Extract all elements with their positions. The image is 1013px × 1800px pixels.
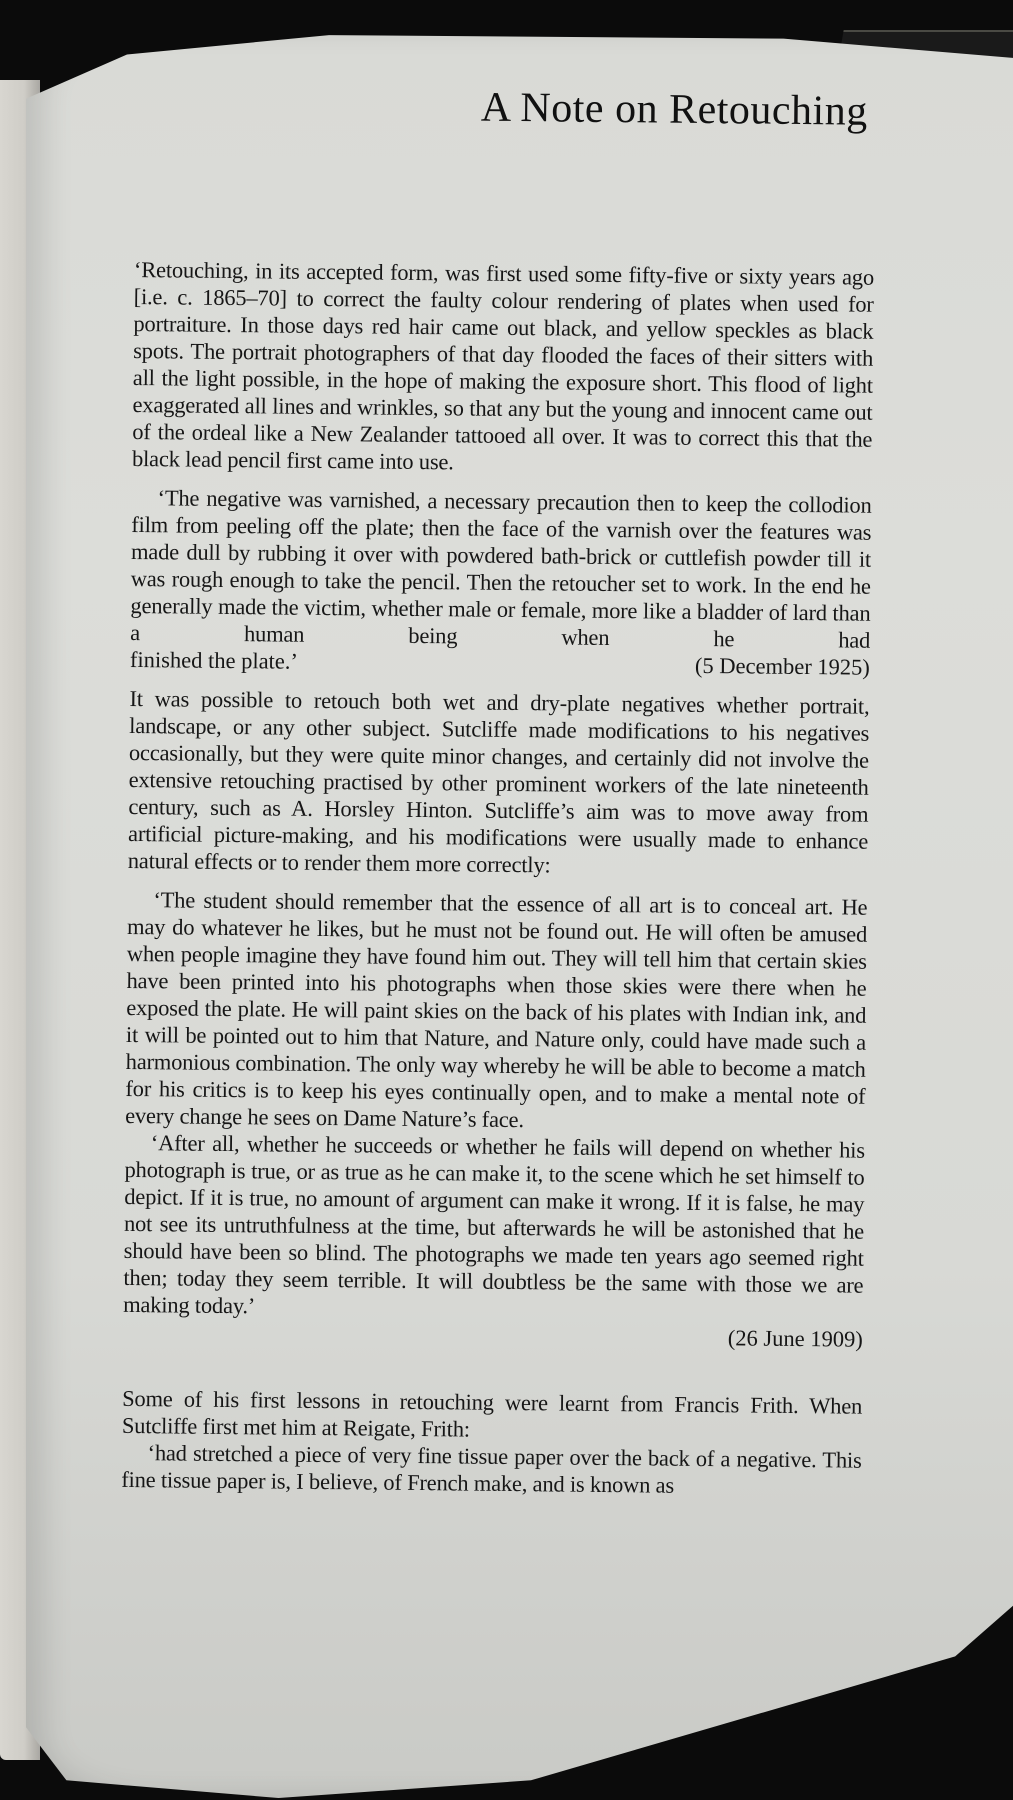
paragraph-frith-quote: ‘had stretched a piece of very fine tissue paper over the back of a negative. This fine tissue paper is, I believe, of French make, and is known as [121, 1440, 862, 1498]
paragraph-sutcliffe-modifications: It was possible to retouch both wet and dry-plate negatives whether portrait, landscape, or any other subject. Sutcliffe made modifications to his negatives occasionally, but they were quite minor changes, and certainly did not involve the extensive retouching practised by other prominent workers of the late nineteenth century, such as A. Horsley Hinton. Sutcliffe’s aim was to move away from artificial picture-making, and his modifications were usually made to enhance natural effects or to render them more correctly: [127, 685, 870, 878]
paragraph-quote-1909-part2: ‘After all, whether he succeeds or whether he fails will depend on whether his photograph is true, or as true as he can make it, to the scene which he set himself to depict. If it is true, no amount of argument can make it wrong. If it is false, he may not see its untruthfulness at the time, but afterwards he will be astonished that he should have been so blind. The photographs we made ten years ago seemed right then; today they seem terrible. It will doubtless be the same with those we are making today.’ [123, 1130, 865, 1319]
quote-last-words: finished the plate.’ [129, 646, 299, 674]
paragraph-quote-1925-part2: ‘The negative was varnished, a necessary precaution then to keep the collodion film from peeling off the plate; then the face of the varnish over the features was made dull by rubbing it over with powdered bath-brick or cuttlefish powder till it was rough enough to take the pencil. Then the retoucher set to work. In the end he generally made the victim, whether male or female, more like a bladder of lard than a human being when he had [130, 485, 872, 653]
paragraph-francis-frith: Some of his first lessons in retouching were learnt from Francis Frith. When Sutcliffe first met him at Reigate, Frith: [121, 1385, 863, 1442]
paragraph-quote-1909-part1: ‘The student should remember that the essence of all art is to conceal art. He may do whatever he likes, but he must not be found out. He will often be amused when people imagine they have found him out. They will tell him that certain skies have been printed into his photographs when those skies were there when he exposed the plate. He will paint skies on the back of his plates with Indian ink, and it will be pointed out to him that Nature, and Nature only, could have made such a harmonious combination. The only way whereby he will be able to become a match for his critics is to keep his eyes continually open, and to make a mental note of every change he sees on Dame Nature’s face. [125, 887, 868, 1133]
paragraph-quote-1925-part1: ‘Retouching, in its accepted form, was first used some fifty-five or sixty years ago [i.e. c. 1865–70] to correct the faulty colour rendering of plates when used for portraiture. In those days red hair came out black, and yellow speckles as black spots. The portrait photographers of that day flooded the faces of their sitters with all the light possible, in the hope of making the exposure short. This flood of light exaggerated all lines and wrinkles, so that any but the young and innocent came out of the ordeal like a New Zealander tattooed all over. It was to correct this that the black lead pencil first came into use. [131, 256, 875, 475]
chapter-title: A Note on Retouching [480, 84, 868, 135]
quote-date-1909: (26 June 1909) [727, 1325, 863, 1352]
page-content [121, 80, 876, 1501]
quote-date-1925: (5 December 1925) [694, 652, 871, 680]
